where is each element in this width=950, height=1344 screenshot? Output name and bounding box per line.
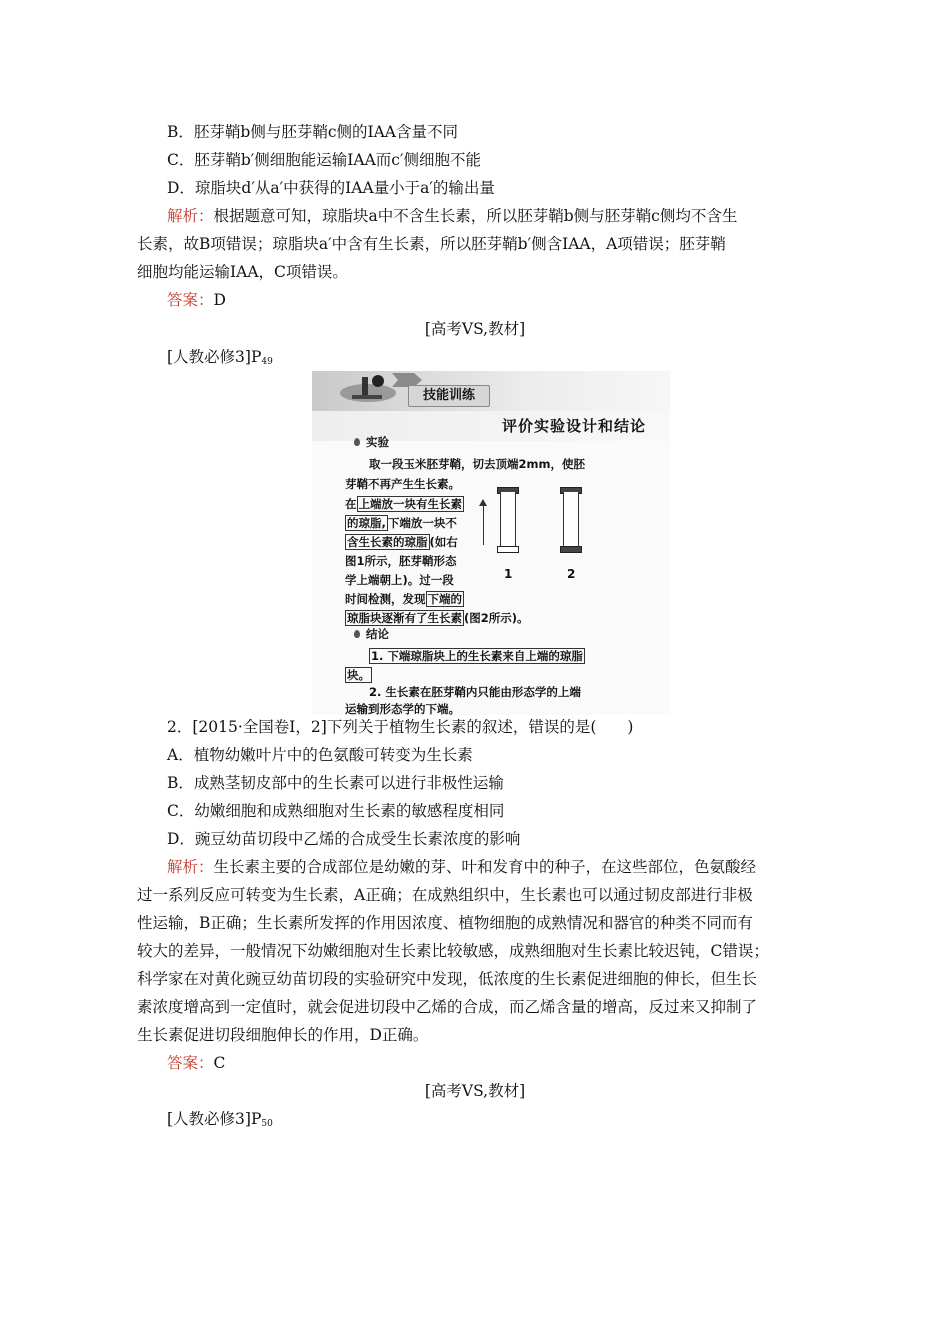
- answer-line: [167, 290, 226, 310]
- figure-tab: 技能训练: [408, 385, 490, 407]
- highlight-box: 的琼脂,: [347, 516, 386, 530]
- analysis-line-2: 长素，故B项错误；琼脂块a′中含有生长素，所以胚芽鞘b′侧含IAA，A项错误；胚芽鞘: [137, 235, 726, 253]
- analysis-line-4: 较大的差异，一般情况下幼嫩细胞对生长素比较敏感，成熟细胞对生长素比较迟钝，C错误；: [137, 942, 769, 960]
- textbook-reference: [167, 347, 273, 372]
- reference-page: 50: [261, 1119, 273, 1129]
- reference-text: [人教必修3]P: [167, 1110, 262, 1128]
- option-b: B．胚芽鞘b侧与胚芽鞘c侧的IAA含量不同: [167, 123, 459, 141]
- exp-line-1: 取一段玉米胚芽鞘，切去顶端2mm，使胚: [369, 457, 585, 471]
- concl-line-3: 2. 生长素在胚芽鞘内只能由形态学的上端: [369, 685, 581, 699]
- tube-2-label: 2: [567, 567, 576, 581]
- analysis-label: 解析：: [167, 207, 214, 225]
- exp-line-3: [345, 495, 464, 514]
- highlight-box: 琼脂块逐渐有了生长素: [347, 611, 462, 625]
- analysis-line-7: 生长素促进切段细胞伸长的作用，D正确。: [137, 1026, 429, 1044]
- conclusion-heading: [354, 625, 389, 644]
- tube-1: [497, 487, 517, 553]
- exp-line-5: [345, 533, 458, 552]
- exp-line-5-text: (如右: [429, 535, 458, 549]
- analysis-text: 根据题意可知，琼脂块a中不含生长素，所以胚芽鞘b侧与胚芽鞘c侧均不含生: [213, 207, 738, 225]
- concl-line-4: 运输到形态学的下端。: [345, 702, 460, 716]
- conclusion-heading-text: 结论: [366, 627, 389, 641]
- exp-line-8: [345, 590, 464, 609]
- highlight-box: 上端放一块有生长素: [358, 497, 462, 511]
- exp-line-8-text: 时间检测，发现: [345, 592, 426, 606]
- analysis-line-3: 细胞均能运输IAA，C项错误。: [137, 263, 348, 281]
- answer-value: D: [213, 291, 226, 309]
- exp-line-9-text: (图2所示)。: [464, 611, 529, 625]
- concl-line-2: [345, 666, 372, 685]
- option-b: B．成熟茎韧皮部中的生长素可以进行非极性运输: [167, 774, 504, 792]
- experiment-heading-text: 实验: [366, 435, 389, 449]
- upward-arrow-icon: [483, 505, 484, 545]
- analysis-line-6: 素浓度增高到一定值时，就会促进切段中乙烯的合成，而乙烯含量的增高，反过来又抑制了: [137, 998, 758, 1016]
- question-stem: 2．[2015·全国卷Ⅰ，2]下列关于植物生长素的叙述，错误的是( ): [167, 718, 634, 736]
- section-heading: [高考VS,教材]: [424, 1082, 526, 1100]
- microscope-icon: [338, 373, 398, 403]
- tube-2: [560, 487, 580, 553]
- figure-title: 评价实验设计和结论: [502, 417, 647, 435]
- agar-block-bottom: [560, 546, 582, 553]
- analysis-line-5: 科学家在对黄化豌豆幼苗切段的实验研究中发现，低浓度的生长素促进细胞的伸长，但生长: [137, 970, 758, 988]
- highlight-box: 下端的: [427, 592, 462, 606]
- textbook-figure: [312, 371, 670, 715]
- tube-1-label: 1: [504, 567, 513, 581]
- answer-value: C: [213, 1054, 226, 1072]
- drop-icon: [354, 438, 360, 446]
- analysis-line-3: 性运输，B正确；生长素所发挥的作用因浓度、植物细胞的成熟情况和器官的种类不同而有: [137, 914, 753, 932]
- highlight-box: 1. 下端琼脂块上的生长素来自上端的琼脂: [371, 649, 583, 663]
- agar-block-bottom: [497, 546, 519, 553]
- analysis-line-1: [167, 206, 737, 226]
- exp-line-3-text: 在: [345, 497, 357, 511]
- answer-line: [167, 1053, 225, 1073]
- analysis-line-2: 过一系列反应可转变为生长素，A正确；在成熟组织中，生长素也可以通过韧皮部进行非极: [137, 886, 753, 904]
- analysis-text: 生长素主要的合成部位是幼嫩的芽、叶和发育中的种子，在这些部位，色氨酸经: [213, 858, 757, 876]
- exp-line-4: [345, 514, 457, 533]
- drop-icon: [354, 630, 360, 638]
- exp-line-7: 学上端朝上)。过一段: [345, 573, 454, 587]
- textbook-reference: [167, 1109, 273, 1134]
- option-d: D．豌豆幼苗切段中乙烯的合成受生长素浓度的影响: [167, 830, 521, 848]
- reference-page: 49: [261, 357, 273, 367]
- coleoptile-segment: [563, 492, 579, 546]
- analysis-label: 解析：: [167, 858, 214, 876]
- analysis-line-1: [167, 857, 756, 877]
- experiment-heading: [354, 433, 389, 452]
- option-c: C．胚芽鞘b′侧细胞能运输IAA而c′侧细胞不能: [167, 151, 482, 169]
- exp-line-4-text: 下端放一块不: [387, 516, 457, 530]
- option-d: D．琼脂块d′从a′中获得的IAA量小于a′的输出量: [167, 179, 495, 197]
- exp-line-2: 芽鞘不再产生生长素。: [345, 477, 460, 491]
- concl-line-1: [369, 647, 585, 666]
- exp-line-6: 图1所示，胚芽鞘形态: [345, 554, 457, 568]
- option-c: C．幼嫩细胞和成熟细胞对生长素的敏感程度相同: [167, 802, 505, 820]
- highlight-box: 块。: [347, 668, 370, 682]
- answer-label: 答案：: [167, 1054, 214, 1072]
- coleoptile-segment: [500, 492, 516, 546]
- answer-label: 答案：: [167, 291, 214, 309]
- reference-text: [人教必修3]P: [167, 348, 262, 366]
- highlight-box: 含生长素的琼脂: [347, 535, 428, 549]
- section-heading: [高考VS,教材]: [424, 320, 526, 338]
- option-a: A．植物幼嫩叶片中的色氨酸可转变为生长素: [167, 746, 473, 764]
